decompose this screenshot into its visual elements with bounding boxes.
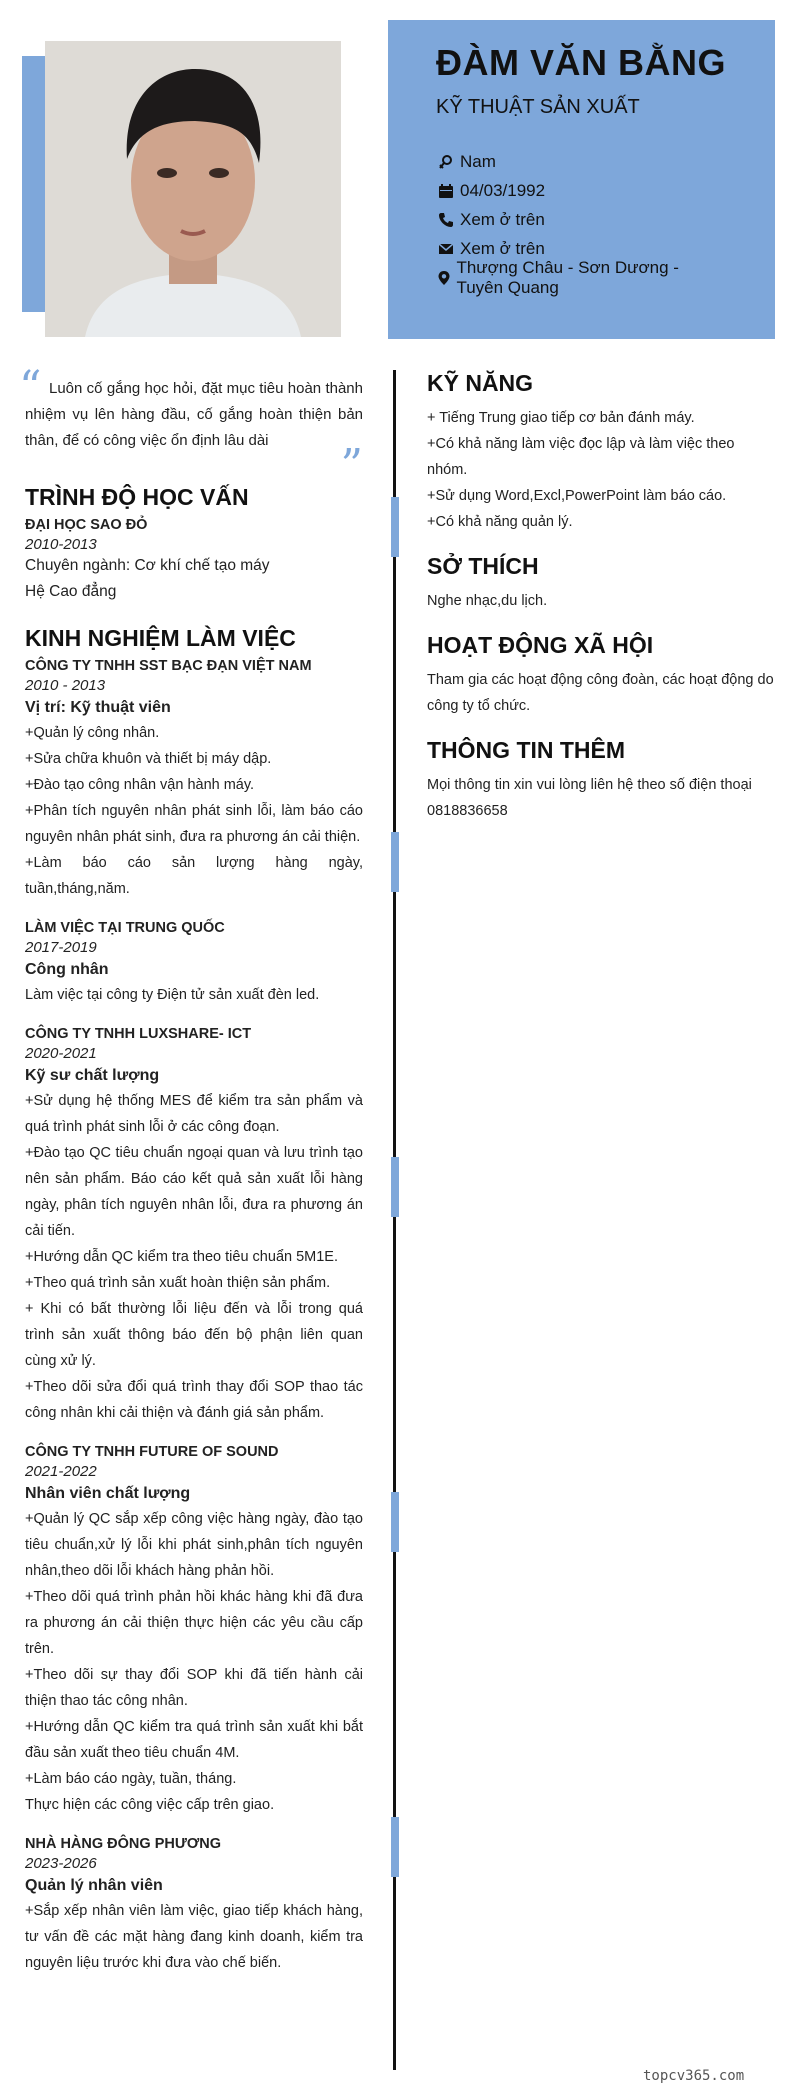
job-role: Nhân viên chất lượng (25, 1485, 191, 1502)
skill-item: +Sử dụng Word,Excl,PowerPoint làm báo cáo. (427, 488, 727, 504)
job-bullet: +Hướng dẫn QC kiểm tra quá trình sản xuất khi bắt đầu sản xuất theo tiêu chuẩn 4M. (25, 1719, 363, 1761)
job-bullet: +Làm báo cáo sản lượng hàng ngày, tuần,tháng,năm. (25, 855, 363, 897)
candidate-name: ĐÀM VĂN BẰNG (436, 42, 726, 83)
job-company: LÀM VIỆC TẠI TRUNG QUỐC (25, 920, 225, 936)
divider-marker (391, 832, 399, 892)
gender-icon (436, 152, 456, 172)
watermark: topcv365.com (643, 2068, 745, 2084)
education-date: 2010-2013 (25, 536, 97, 553)
info-phone (436, 205, 727, 234)
education-entry (25, 517, 363, 605)
job-entry (25, 658, 363, 902)
job-role: Quản lý nhân viên (25, 1877, 163, 1894)
info-birthday (436, 176, 727, 205)
job-entry (25, 1444, 363, 1818)
job-bullet: +Sử dụng hệ thống MES để kiểm tra sản phẩm và quá trình phát sinh lỗi ở các công đoạn. (25, 1093, 363, 1135)
extra-text: Mọi thông tin xin vui lòng liên hệ theo số điện thoại 0818836658 (427, 777, 752, 819)
job-date: 2021-2022 (25, 1463, 97, 1480)
job-role: Công nhân (25, 961, 109, 978)
hobbies-text: Nghe nhạc,du lịch. (427, 593, 548, 609)
profile-photo (45, 41, 341, 337)
contact-info (436, 147, 727, 297)
job-bullet: Làm việc tại công ty Điện tử sản xuất đèn led. (25, 987, 320, 1003)
phone-value: Xem ở trên (460, 209, 545, 229)
job-bullet: +Sửa chữa khuôn và thiết bị máy dập. (25, 751, 272, 767)
education-level: Hệ Cao đẳng (25, 583, 117, 600)
email-icon (436, 239, 456, 259)
job-bullet: +Theo dõi sự thay đổi SOP khi đã tiến hành cải thiện thao tác công nhân. (25, 1667, 363, 1709)
social-title: HOẠT ĐỘNG XÃ HỘI (427, 632, 654, 658)
job-role: Vị trí: Kỹ thuật viên (25, 699, 171, 716)
job-bullet: +Sắp xếp nhân viên làm việc, giao tiếp khách hàng, tư vấn đề các mặt hàng đang kinh doanh, kiểm tra nguyên liệu trước khi đưa vào chế biến. (25, 1903, 363, 1971)
job-bullet: +Phân tích nguyên nhân phát sinh lỗi, làm báo cáo nguyên nhân phát sinh, đưa ra phương án cải thiện. (25, 803, 363, 845)
hobbies-title: SỞ THÍCH (427, 553, 539, 579)
job-entry (25, 1836, 363, 1976)
job-entry (25, 920, 363, 1008)
social-activities-section (427, 632, 777, 719)
job-date: 2023-2026 (25, 1855, 97, 1872)
job-bullet: +Theo dõi quá trình phản hồi khác hàng khi đã đưa ra phương án cải thiện thực hiện các yêu cầu cấp trên. (25, 1589, 363, 1657)
open-quote-icon: “ (19, 362, 42, 413)
info-gender (436, 147, 727, 176)
job-company: CÔNG TY TNHH LUXSHARE- ICT (25, 1026, 252, 1042)
job-company: NHÀ HÀNG ĐÔNG PHƯƠNG (25, 1836, 221, 1852)
info-address (436, 257, 727, 297)
divider-marker (391, 1492, 399, 1552)
experience-title: KINH NGHIỆM LÀM VIỆC (25, 625, 296, 651)
email-value: Xem ở trên (460, 238, 545, 258)
job-bullet: +Hướng dẫn QC kiểm tra theo tiêu chuẩn 5M1E. (25, 1249, 339, 1265)
left-column (19, 362, 363, 1994)
divider-marker (391, 1157, 399, 1217)
skills-title: KỸ NĂNG (427, 370, 534, 396)
extra-title: THÔNG TIN THÊM (427, 737, 626, 763)
divider-marker (391, 497, 399, 557)
phone-icon (436, 210, 456, 230)
education-title: TRÌNH ĐỘ HỌC VẤN (25, 484, 249, 510)
job-bullet: +Theo dõi sửa đổi quá trình thay đổi SOP thao tác công nhân khi cải thiện và đánh giá sản phẩm. (25, 1379, 363, 1421)
hobbies-section (427, 553, 777, 614)
objective-text: Luôn cố gắng học hỏi, đặt mục tiêu hoàn thành nhiệm vụ lên hàng đầu, cố gắng hoàn thiện bản thân, để có công việc ổn định lâu dài (25, 380, 363, 449)
skills-section (427, 370, 777, 535)
portrait-illustration (45, 41, 341, 337)
school-name: ĐẠI HỌC SAO ĐỎ (25, 517, 148, 533)
job-entry (25, 1026, 363, 1426)
divider-marker (391, 1817, 399, 1877)
job-bullet: +Đào tạo công nhân vận hành máy. (25, 777, 255, 793)
job-bullet: +Đào tạo QC tiêu chuẩn ngoại quan và lưu trình tạo nên sản phẩm. Báo cáo kết quả sản xuất lỗi hàng ngày, phân tích nguyên nhân lỗi, đưa ra phương án cải tiến. (25, 1145, 363, 1239)
skill-item: + Tiếng Trung giao tiếp cơ bản đánh máy. (427, 410, 695, 426)
education-major: Chuyên ngành: Cơ khí chế tạo máy (25, 557, 270, 574)
job-date: 2017-2019 (25, 939, 97, 956)
column-divider (393, 370, 396, 2070)
job-company: CÔNG TY TNHH FUTURE OF SOUND (25, 1444, 279, 1460)
career-objective (19, 362, 363, 491)
birthday-value: 04/03/1992 (460, 180, 546, 200)
location-icon (436, 268, 452, 288)
right-column (427, 370, 777, 842)
job-company: CÔNG TY TNHH SST BẠC ĐẠN VIỆT NAM (25, 658, 312, 674)
calendar-icon (436, 181, 456, 201)
job-date: 2010 - 2013 (25, 677, 106, 694)
social-text: Tham gia các hoạt động công đoàn, các hoạt động do công ty tổ chức. (427, 672, 774, 714)
job-bullet: +Làm báo cáo ngày, tuần, tháng. (25, 1771, 237, 1787)
job-date: 2020-2021 (25, 1045, 97, 1062)
header-panel (388, 20, 775, 339)
skill-item: +Có khả năng quản lý. (427, 514, 573, 530)
job-role: Kỹ sư chất lượng (25, 1067, 160, 1084)
job-bullet: + Khi có bất thường lỗi liệu đến và lỗi trong quá trình sản xuất thông báo đến bộ phận liên quan cùng xử lý. (25, 1301, 363, 1369)
close-quote-icon: ” (340, 440, 363, 491)
job-bullet: +Quản lý công nhân. (25, 725, 160, 741)
skill-item: +Có khả năng làm việc đọc lập và làm việc theo nhóm. (427, 436, 735, 478)
gender-value: Nam (460, 151, 496, 171)
job-bullet: Thực hiện các công việc cấp trên giao. (25, 1797, 275, 1813)
candidate-position: KỸ THUẬT SẢN XUẤT (436, 96, 640, 118)
job-bullet: +Theo quá trình sản xuất hoàn thiện sản phẩm. (25, 1275, 331, 1291)
address-value: Thượng Châu - Sơn Dương - Tuyên Quang (456, 257, 679, 297)
job-bullet: +Quản lý QC sắp xếp công việc hàng ngày, đào tạo tiêu chuẩn,xử lý lỗi khi phát sinh,phân tích nguyên nhân,theo dõi lỗi khách hàng phản hồi. (25, 1511, 363, 1579)
extra-info-section (427, 737, 777, 824)
